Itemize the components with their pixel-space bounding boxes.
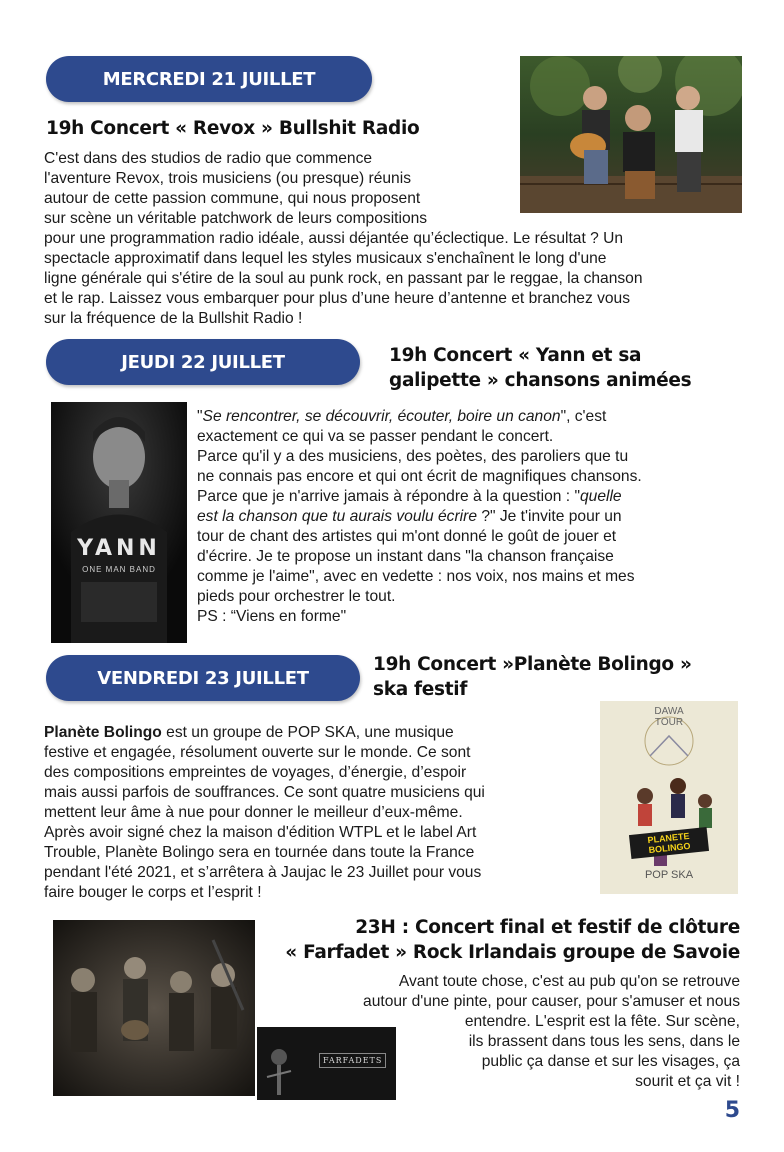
text-line: autour d'une pinte, pour causer, pour s'amuser et nous: [363, 993, 740, 1010]
text-line: spectacle approximatif dans lequel les styles musicaux s'enchaînent le long d'une: [44, 250, 607, 267]
farfadet-description: [363, 972, 740, 1092]
yann-poster: [51, 402, 187, 643]
poster-logo: PLANETE BOLINGO: [629, 827, 709, 859]
text-line: faire bouger le corps et l’esprit !: [44, 884, 262, 901]
text-line: pendant l'été 2021, et s’arrêtera à Jaujac le 23 Juillet pour vous: [44, 864, 482, 881]
text-line: pour une programmation radio idéale, aussi déjantée qu’éclectique. Le résultat ? Un: [44, 230, 624, 247]
text-line: d'écrire. Je te propose un instant dans "la chanson française: [197, 548, 614, 565]
poster-name: YANN: [77, 536, 161, 561]
date-label: MERCREDI 21 JUILLET: [102, 68, 316, 90]
yann-description: [197, 407, 642, 627]
text-line: et le rap. Laissez vous embarquer pour plus d’une heure d’antenne et branchez vous: [44, 290, 631, 307]
date-banner-thursday: [46, 339, 360, 385]
text-line: est la chanson que tu aurais voulu écrire ?" Je t'invite pour un: [197, 508, 622, 525]
text-line: Parce qu'il y a des musiciens, des poètes, des paroliers que tu: [197, 448, 629, 465]
date-label: VENDREDI 23 JUILLET: [97, 667, 309, 689]
text-line: Parce que je n'arrive jamais à répondre à la question : "quelle: [197, 488, 622, 505]
text-line: "Se rencontrer, se découvrir, écouter, boire un canon", c'est: [197, 408, 607, 425]
text-line: mettent leur âme à nue pour donner le meilleur d’eux-même.: [44, 804, 463, 821]
title-line: 19h Concert « Yann et sa: [389, 345, 642, 366]
text-line: comme je l'aime", avec en vedette : nos voix, nos mains et mes: [197, 568, 635, 585]
text-line: public ça danse et sur les visages, ça: [481, 1053, 740, 1070]
text-line: festive et engagée, résolument ouverte sur le monde. Ce sont: [44, 744, 471, 761]
poster-tour-label: DAWA TOUR: [654, 706, 684, 728]
text-line: pieds pour orchestrer le tout.: [197, 588, 396, 605]
page-number: 5: [724, 1098, 740, 1123]
text-line: exactement ce qui va se passer pendant le concert.: [197, 428, 554, 445]
text-line: des compositions empreintes de voyages, d’énergie, d’espoir: [44, 764, 467, 781]
bolingo-description: [44, 723, 485, 903]
text-line: sourit et ça vit !: [635, 1073, 740, 1090]
farfadet-band-photo: [53, 920, 255, 1096]
title-line: galipette » chansons animées: [389, 370, 692, 391]
poster-subtitle: ONE MAN BAND: [82, 565, 156, 574]
section-title-farfadet: [285, 915, 740, 965]
text-line: Avant toute chose, c'est au pub qu'on se retrouve: [398, 973, 740, 990]
text-line: tour de chant des artistes qui m'ont donné le goût de jouer et: [197, 528, 617, 545]
section-title-yann: [389, 343, 691, 393]
text-line: autour de cette passion commune, qui nous proposent: [44, 190, 421, 207]
bolingo-poster: [600, 701, 738, 894]
title-line: ska festif: [373, 679, 468, 700]
title-line: « Farfadet » Rock Irlandais groupe de Savoie: [285, 942, 740, 963]
date-label: JEUDI 22 JUILLET: [121, 351, 285, 373]
text-line: Après avoir signé chez la maison d'édition WTPL et le label Art: [44, 824, 477, 841]
text-line: mais aussi parfois de souffrances. Ce sont quatre musiciens qui: [44, 784, 485, 801]
date-banner-wednesday: [46, 56, 372, 102]
title-line: 23H : Concert final et festif de clôture: [355, 917, 740, 938]
text-line: entendre. L'esprit est la fête. Sur scène,: [464, 1013, 740, 1030]
text-line: sur scène un véritable patchwork de leurs compositions: [44, 210, 428, 227]
poster-genre: POP SKA: [644, 869, 694, 881]
text-line: l'aventure Revox, trois musiciens (ou presque) réunis: [44, 170, 411, 187]
text-line: C'est dans des studios de radio que commence: [44, 150, 373, 167]
text-line: ligne générale qui s'étire de la soul au punk rock, en passant par le reggae, la chanson: [44, 270, 643, 287]
section-title-bolingo: [373, 652, 692, 702]
revox-description: [44, 149, 643, 329]
section-title-revox: 19h Concert « Revox » Bullshit Radio: [46, 118, 420, 139]
text-line: ils brassent dans tous les sens, dans le: [468, 1033, 740, 1050]
text-line: Trouble, Planète Bolingo sera en tournée dans toute la France: [44, 844, 475, 861]
farfadet-logo: FARFADETS: [319, 1053, 386, 1068]
date-banner-friday: [46, 655, 360, 701]
text-line: sur la fréquence de la Bullshit Radio !: [44, 310, 303, 327]
text-line: Planète Bolingo est un groupe de POP SKA, une musique: [44, 724, 454, 741]
title-line: 19h Concert »Planète Bolingo »: [373, 654, 692, 675]
text-line: PS : “Viens en forme": [197, 608, 347, 625]
text-line: ne connais pas encore et qui ont écrit de magnifiques chansons.: [197, 468, 642, 485]
